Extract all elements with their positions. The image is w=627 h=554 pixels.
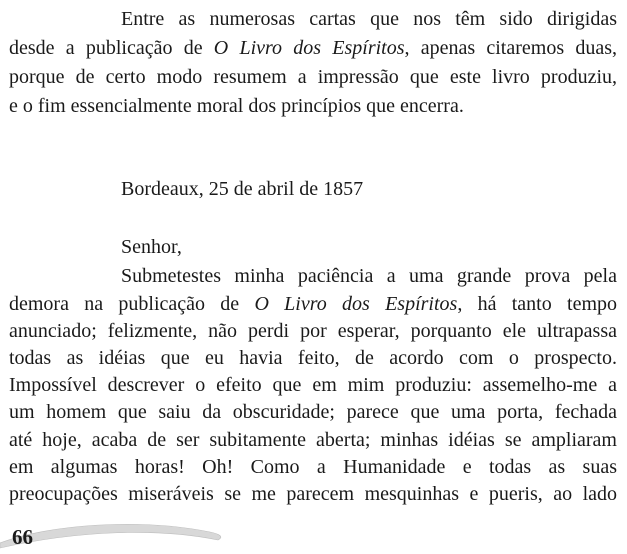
letter-line-7: até hoje, acaba de ser subitamente aberta; minhas idéias se ampliaram [9,429,617,451]
letter-line-5: Impossível descrever o efeito que em mim produziu: assemelho-me a [9,374,617,396]
letter-line-2 [9,291,617,317]
letter-salutation: Senhor, [121,236,182,258]
intro-line-1: Entre as numerosas cartas que nos têm sido dirigidas [121,8,617,30]
letter-line-4: todas as idéias que eu havia feito, de acordo com o prospecto. [9,347,617,369]
intro-line-2-end: , apenas citaremos duas, [404,37,617,59]
letter-line-1: Submetestes minha paciência a uma grande prova pela [121,265,617,287]
intro-line-4: e o fim essencialmente moral dos princípios que encerra. [9,95,464,117]
letter-line-2-end: , há tanto tempo [457,293,618,315]
intro-line-3: porque de certo modo resumem a impressão que este livro produziu, [9,66,617,88]
letter-line-6: um homem que saiu da obscuridade; parece que uma porta, fechada [9,401,617,423]
page-number: 66 [12,525,33,549]
page-ornament-swoosh [0,510,230,554]
letter-line-3: anunciado; felizmente, não perdi por esperar, porquanto ele ultrapassa [9,320,617,342]
letter-line-8: em algumas horas! Oh! Como a Humanidade e todas as suas [9,456,617,478]
book-title: O Livro dos Espíritos [254,293,458,315]
intro-line-2 [9,35,617,61]
letter-line-9: preocupações miseráveis se me parecem mesquinhas e pueris, ao lado [9,483,617,505]
book-title: O Livro dos Espíritos [213,37,405,59]
intro-line-2-start: desde a publicação de [9,37,214,59]
letter-place-date: Bordeaux, 25 de abril de 1857 [121,178,364,200]
letter-line-2-start: demora na publicação de [9,293,255,315]
